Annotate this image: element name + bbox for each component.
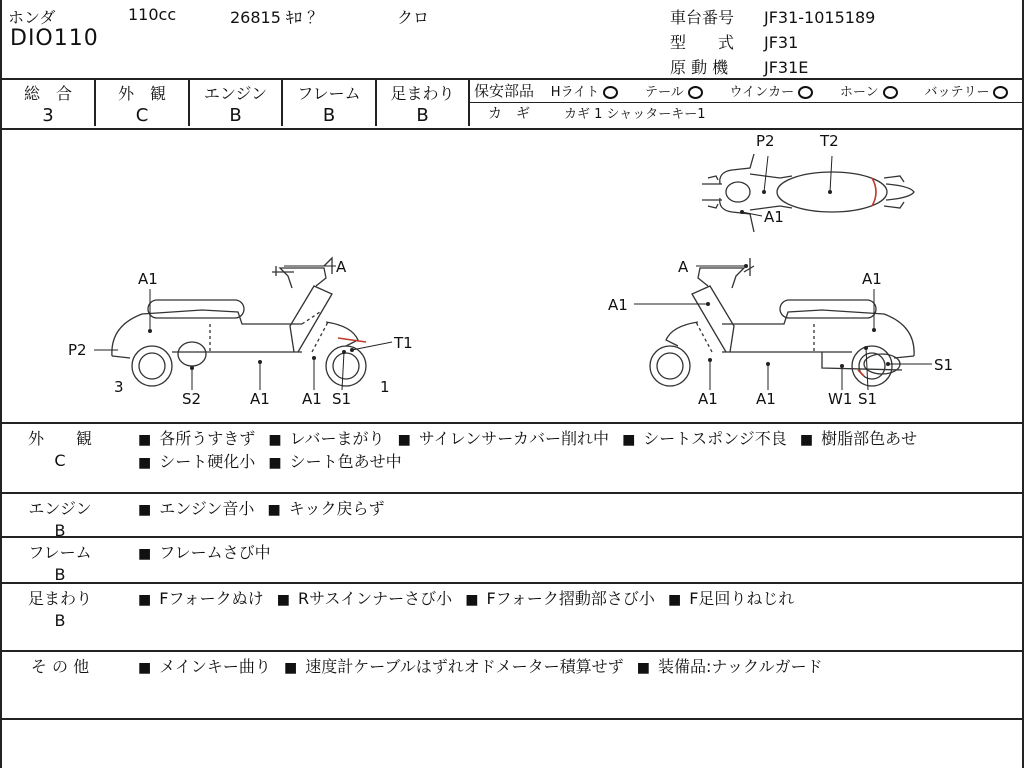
- safety-row: [470, 80, 1024, 103]
- comment-category: 外 観 C: [27, 429, 92, 470]
- comment-category: エンジン B: [28, 499, 92, 540]
- label-s2-left: S2: [182, 390, 202, 408]
- label-a1-left-bottom-2: A1: [302, 390, 322, 408]
- ok-circle-icon: [993, 86, 1008, 99]
- comment-item: ■ 装備品:ナックルガード: [637, 657, 823, 676]
- ok-circle-icon: [798, 86, 813, 99]
- label-s1-right-side: S1: [934, 356, 954, 374]
- comment-items: [138, 588, 1018, 611]
- label-p2-left: P2: [68, 341, 87, 359]
- winker-indicator: ウインカー: [730, 82, 814, 104]
- engine-row: [670, 55, 808, 78]
- battery-indicator: バッテリー: [924, 82, 1008, 104]
- top-view-scooter: [702, 154, 914, 232]
- mileage: 26815 ｷﾛ ？: [230, 8, 324, 27]
- comment-item: ■ シート硬化小: [138, 452, 255, 471]
- label-s1-left: S1: [332, 390, 352, 408]
- comment-items: [138, 542, 1018, 565]
- header: [2, 0, 1022, 78]
- keys-label: カ ギ: [488, 106, 530, 122]
- grade-table: [2, 78, 1022, 130]
- comment-item: ■ サイレンサーカバー削れ中: [398, 429, 609, 448]
- label-a1-right-bottom-2: A1: [756, 390, 776, 408]
- engine-value: JF31E: [764, 58, 809, 77]
- comment-item: ■ レバーまがり: [268, 429, 384, 448]
- grade-label: 外 観: [117, 84, 166, 103]
- model-name: DIO110: [10, 26, 99, 51]
- label-a-left: A: [336, 258, 347, 276]
- label-s1-right-bottom: S1: [858, 390, 878, 408]
- grade-value: C: [135, 105, 149, 126]
- safety-label: 保安部品: [474, 82, 535, 100]
- grade-value: B: [416, 105, 429, 126]
- comment-item: ■ シートスポンジ不良: [622, 429, 787, 448]
- label-a-right: A: [678, 258, 689, 276]
- comment-items: [138, 428, 1018, 474]
- label-a1-right-front: A1: [608, 296, 628, 314]
- comment-item: ■ 樹脂部色あせ: [800, 429, 917, 448]
- comment-items: [138, 498, 1018, 521]
- horn-indicator: ホーン: [840, 82, 898, 104]
- grade-label: フレーム: [297, 84, 361, 103]
- frame-number-row: [670, 5, 875, 28]
- type-value: JF31: [764, 33, 799, 52]
- comment-other: [2, 652, 1022, 720]
- comment-suspension: [2, 584, 1022, 652]
- grade-overall: [2, 80, 96, 126]
- safety-parts: [470, 80, 1022, 126]
- grade-label: 足まわり: [390, 84, 455, 103]
- label-t2-top: T2: [820, 132, 839, 150]
- ok-circle-icon: [688, 86, 703, 99]
- grade-value: B: [322, 105, 336, 126]
- comment-category: 足まわり B: [27, 589, 92, 630]
- label-t1-left: T1: [394, 334, 413, 352]
- comment-item: ■ メインキー曲り: [138, 657, 271, 676]
- comment-exterior: [2, 424, 1022, 494]
- keys-value: カギ 1 シャッターキー1: [564, 107, 706, 122]
- ok-circle-icon: [603, 86, 618, 99]
- comment-item: ■ フレームさび中: [138, 543, 271, 562]
- grade-label: 総 合: [23, 84, 72, 103]
- label-a1-right-seat: A1: [862, 270, 882, 288]
- grade-engine: [190, 80, 283, 126]
- label-num-3: 3: [114, 378, 124, 396]
- frame-number: JF31-1015189: [764, 8, 876, 27]
- comment-item: ■ Rサスインナーさび小: [277, 589, 452, 608]
- grade-exterior: [96, 80, 190, 126]
- label-a1-left-bottom-1: A1: [250, 390, 270, 408]
- damage-diagram: [2, 126, 1022, 424]
- grade-value: B: [229, 105, 242, 126]
- color: クロ: [397, 8, 430, 27]
- comment-item: ■ Fフォークぬけ: [138, 589, 264, 608]
- taillight-indicator: テール: [645, 82, 703, 104]
- keys-row: [470, 103, 1022, 125]
- comment-category: そ の 他: [30, 657, 90, 676]
- comment-item: ■ エンジン音小: [138, 499, 254, 518]
- label-w1-right: W1: [828, 390, 853, 408]
- maker: ホンダ: [8, 8, 56, 27]
- comment-category: フレーム B: [28, 543, 92, 584]
- comment-item: ■ シート色あせ中: [268, 452, 401, 471]
- ok-circle-icon: [883, 86, 898, 99]
- scooter-diagram: [2, 126, 1022, 422]
- type-label: 型 式: [670, 33, 735, 52]
- headlight-indicator: Hライト: [551, 82, 618, 104]
- type-row: [670, 30, 798, 53]
- label-a1-right-bottom-1: A1: [698, 390, 718, 408]
- comment-engine: [2, 494, 1022, 538]
- grade-frame: [283, 80, 377, 126]
- label-a1-top: A1: [764, 208, 784, 226]
- frame-number-label: 車台番号: [670, 8, 735, 27]
- displacement: 110cc: [128, 5, 177, 24]
- comment-items: [138, 656, 1018, 679]
- grade-label: エンジン: [203, 84, 268, 103]
- comment-frame: [2, 538, 1022, 584]
- comment-item: ■ F足回りねじれ: [668, 589, 794, 608]
- grade-suspension: [377, 80, 470, 126]
- engine-label: 原 動 機: [670, 58, 729, 77]
- comment-item: ■ キック戻らず: [268, 499, 385, 518]
- comment-item: ■ Fフォーク摺動部さび小: [465, 589, 655, 608]
- comment-item: ■ 各所うすきず: [138, 429, 255, 448]
- label-num-1: 1: [380, 378, 390, 396]
- grade-value: 3: [42, 105, 54, 126]
- label-a1-left-seat: A1: [138, 270, 158, 288]
- comment-item: ■ 速度計ケーブルはずれオドメーター積算せず: [284, 657, 624, 676]
- label-p2-top: P2: [756, 132, 775, 150]
